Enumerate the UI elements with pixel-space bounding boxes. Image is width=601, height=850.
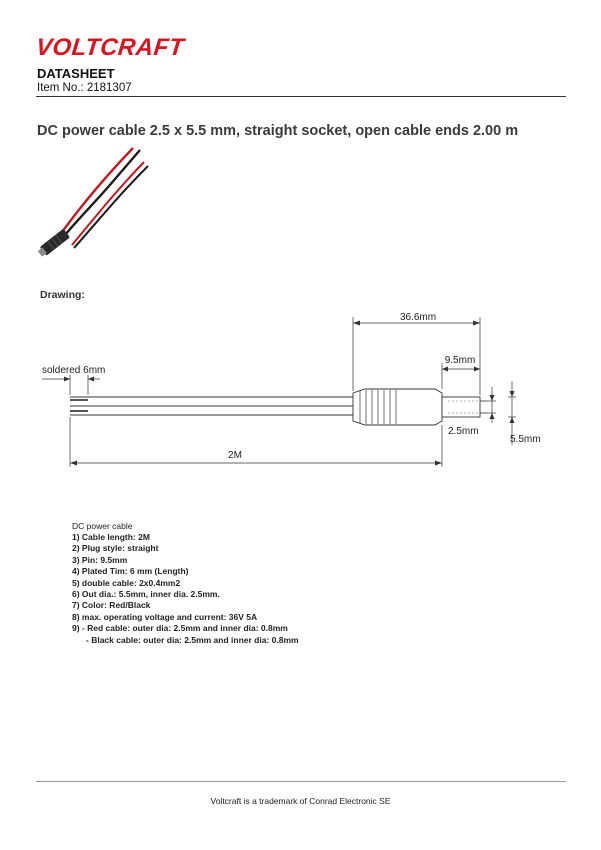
dim-soldered: soldered 6mm <box>42 365 106 376</box>
dim-inner-dia: 2.5mm <box>448 426 479 437</box>
spec-item: 4) Plated Tim: 6 mm (Length) <box>72 566 189 577</box>
dim-outer-dia: 5.5mm <box>510 434 541 445</box>
dc-plug <box>37 229 71 258</box>
spec-title: DC power cable <box>72 521 133 531</box>
dim-pin-length: 9.5mm <box>444 355 476 366</box>
product-title: DC power cable 2.5 x 5.5 mm, straight socket, open cable ends 2.00 m <box>37 123 519 139</box>
spec-item: 6) Out dia.: 5.5mm, inner dia. 2.5mm. <box>72 589 220 600</box>
spec-item: 3) Pin: 9.5mm <box>72 554 128 565</box>
spec-item: 7) Color: Red/Black <box>72 600 151 611</box>
footer-trademark: Voltcraft is a trademark of Conrad Electronic SE <box>210 796 391 806</box>
voltcraft-logo: VOLTCRAFT <box>34 34 186 61</box>
header-divider <box>36 96 566 97</box>
spec-item: 2) Plug style: straight <box>72 543 159 554</box>
technical-drawing <box>30 305 570 485</box>
product-photo <box>36 146 150 258</box>
black-wire <box>64 150 140 236</box>
red-wire <box>62 148 133 232</box>
black-wire-end <box>74 166 148 248</box>
spec-item: 9) - Red cable: outer dia: 2.5mm and inner dia: 0.8mm <box>72 623 288 634</box>
spec-item: 1) Cable length: 2M <box>72 532 150 542</box>
drawing-label: Drawing: <box>40 289 85 301</box>
spec-list <box>72 521 299 646</box>
dim-plug-length: 36.6mm <box>399 312 437 323</box>
dim-cable-length: 2M <box>228 450 242 461</box>
spec-item: 5) double cable: 2x0.4mm2 <box>72 577 181 588</box>
footer-divider <box>36 781 566 782</box>
spec-item: 8) max. operating voltage and current: 36V 5A <box>72 611 258 622</box>
spec-item: - Black cable: outer dia: 2.5mm and inner dia: 0.8mm <box>86 634 299 645</box>
doc-type-heading: DATASHEET <box>37 66 115 81</box>
item-number: Item No.: 2181307 <box>37 82 132 94</box>
